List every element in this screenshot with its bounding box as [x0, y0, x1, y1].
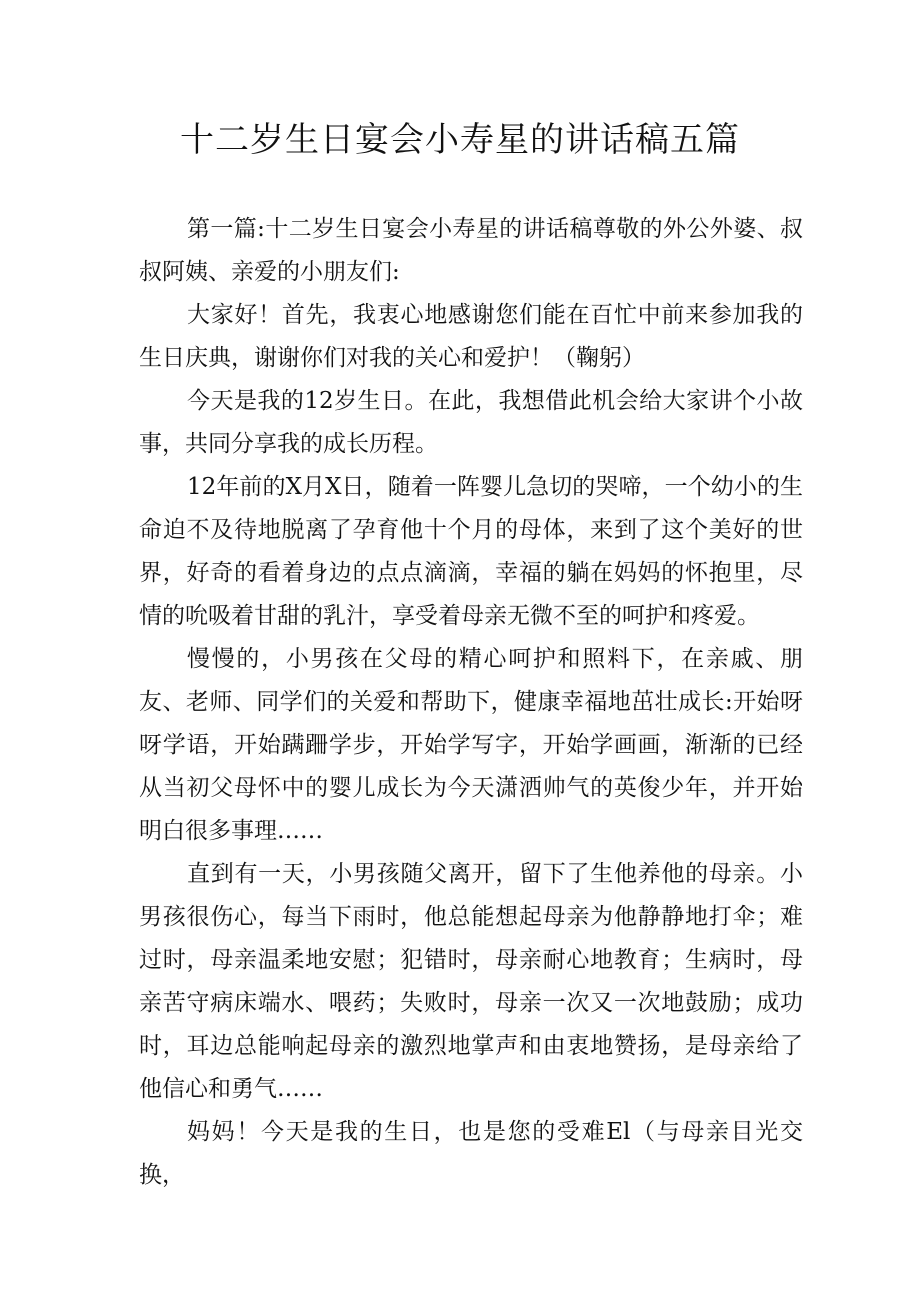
paragraph-1: 第一篇:十二岁生日宴会小寿星的讲话稿尊敬的外公外婆、叔叔阿姨、亲爱的小朋友们: [139, 216, 803, 285]
document-body [139, 208, 803, 1197]
paragraph-4: 12年前的X月X日，随着一阵婴儿急切的哭啼，一个幼小的生命迫不及待地脱离了孕育他十个月的母体，来到了这个美好的世界，好奇的看着身边的点点滴滴，幸福的躺在妈妈的怀抱里，尽情的吮吸着甘甜的乳汁，享受着母亲无微不至的呵护和疼爱。 [139, 474, 803, 629]
document-title: 十二岁生日宴会小寿星的讲话稿五篇 [180, 120, 740, 160]
paragraph-6: 直到有一天，小男孩随父离开，留下了生他养他的母亲。小男孩很伤心，每当下雨时，他总能想起母亲为他静静地打伞；难过时，母亲温柔地安慰；犯错时，母亲耐心地教育；生病时，母亲苦守病床端水、喂药；失败时，母亲一次又一次地鼓励；成功时，耳边总能响起母亲的激烈地掌声和由衷地赞扬，是母亲给了他信心和勇气…… [139, 861, 803, 1102]
paragraph-3: 今天是我的12岁生日。在此，我想借此机会给大家讲个小故事，共同分享我的成长历程。 [139, 388, 803, 457]
paragraph-7: 妈妈！今天是我的生日，也是您的受难El（与母亲目光交换， [139, 1119, 803, 1188]
paragraph-5: 慢慢的，小男孩在父母的精心呵护和照料下，在亲戚、朋友、老师、同学们的关爱和帮助下，健康幸福地茁壮成长:开始呀呀学语，开始蹒跚学步，开始学写字，开始学画画，渐渐的已经从当初父母怀中的婴儿成长为今天潇洒帅气的英俊少年，并开始明白很多事理…… [139, 646, 803, 844]
paragraph-2: 大家好！首先，我衷心地感谢您们能在百忙中前来参加我的生日庆典，谢谢你们对我的关心和爱护！（鞠躬） [139, 302, 803, 371]
